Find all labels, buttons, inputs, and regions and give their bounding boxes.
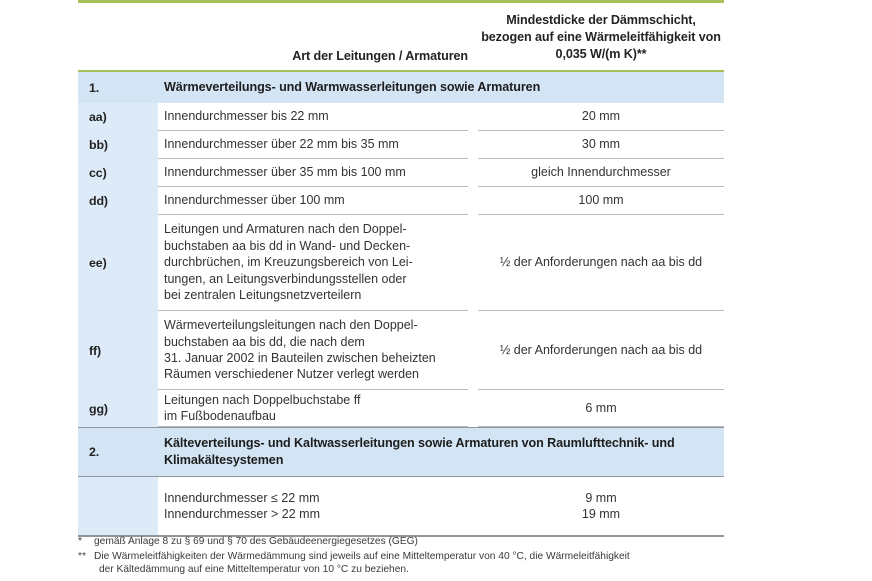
- footnote-marker: **: [78, 550, 86, 562]
- row-description: [158, 131, 468, 159]
- table-row: [78, 159, 724, 187]
- section-title: Kälteverteilungs- und Kaltwasserleitungen sowie Armaturen von Raumlufttechnik- und Klimakältesystemen: [164, 436, 675, 467]
- row-description: [158, 103, 468, 131]
- footnotes-block: [78, 535, 768, 578]
- table-header-row: [78, 3, 724, 70]
- row-value: [478, 390, 724, 427]
- description-line: tungen, an Leitungsverbindungsstellen oder: [164, 271, 407, 286]
- header-value-line-3: 0,035 W/(m K)**: [555, 47, 647, 61]
- footnote-marker: *: [78, 536, 82, 547]
- description-line: Innendurchmesser über 35 mm bis 100 mm: [164, 165, 406, 180]
- section-number: 2.: [89, 445, 100, 459]
- row-value: [478, 131, 724, 159]
- row-key: cc): [78, 159, 158, 187]
- footnote-line: Die Wärmeleitfähigkeiten der Wärmedämmung sind jeweils auf eine Mitteltemperatur von 40 °C, die Wärmeleitfähigkeit: [94, 550, 630, 562]
- description-line: Räumen verschiedener Nutzer verlegt werden: [164, 367, 419, 382]
- description-line: bei zentralen Leitungsnetzverteilern: [164, 288, 362, 303]
- description-line: Innendurchmesser bis 22 mm: [164, 109, 329, 124]
- header-number-column: [78, 12, 158, 63]
- table-row: [78, 215, 724, 311]
- footnote-line: der Kältedämmung auf eine Mitteltemperatur von 10 °C zu beziehen.: [99, 564, 409, 576]
- value-line: ½ der Anforderungen nach aa bis dd: [499, 255, 703, 270]
- table-body: [78, 70, 724, 535]
- value-line: 20 mm: [581, 109, 621, 124]
- value-line: 30 mm: [581, 137, 621, 152]
- value-line: ½ der Anforderungen nach aa bis dd: [499, 342, 703, 357]
- header-value-line-1: Mindestdicke der Dämmschicht,: [506, 13, 696, 27]
- row-value: [478, 159, 724, 187]
- description-line: Innendurchmesser über 22 mm bis 35 mm: [164, 137, 399, 152]
- row-value: [478, 103, 724, 131]
- header-value-column: [476, 12, 724, 63]
- row-value: [478, 311, 724, 390]
- header-value-line-2: bezogen auf eine Wärmeleitfähigkeit von: [481, 30, 721, 44]
- description-line: Innendurchmesser > 22 mm: [164, 507, 320, 521]
- description-line: im Fußbodenaufbau: [164, 409, 276, 423]
- value-line: 19 mm: [581, 507, 621, 521]
- value-line: 100 mm: [578, 193, 624, 208]
- row-description: [158, 187, 468, 215]
- table-row: [78, 103, 724, 131]
- description-line: durchbrüchen, im Kreuzungsbereich von Lei-: [164, 255, 413, 270]
- section-header-row: [78, 70, 724, 103]
- footnote-text: [94, 535, 768, 549]
- footnote-text: [94, 550, 768, 577]
- table-row: [78, 187, 724, 215]
- row-description: [158, 159, 468, 187]
- row-key: ee): [78, 215, 158, 311]
- row-value: [478, 477, 724, 535]
- value-line: 6 mm: [585, 400, 617, 415]
- row-description: [158, 390, 468, 427]
- row-key: dd): [78, 187, 158, 215]
- row-key: ff): [78, 311, 158, 390]
- table-row: [78, 311, 724, 390]
- description-line: buchstaben aa bis dd in Wand- und Decken-: [164, 238, 411, 253]
- description-line: Innendurchmesser ≤ 22 mm: [164, 490, 320, 505]
- value-line: 9 mm: [585, 490, 617, 505]
- footnote-line: gemäß Anlage 8 zu § 69 und § 70 des Gebäudeenergiegesetzes (GEG): [94, 536, 418, 547]
- description-line: Wärmeverteilungsleitungen nach den Doppel-: [164, 318, 418, 333]
- row-key: aa): [78, 103, 158, 131]
- row-key: gg): [78, 390, 158, 427]
- description-line: 31. Januar 2002 in Bauteilen zwischen beheizten: [164, 351, 436, 365]
- row-description: [158, 477, 468, 535]
- row-key: bb): [78, 131, 158, 159]
- row-value: [478, 215, 724, 311]
- table-row: [78, 477, 724, 535]
- row-description: [158, 215, 468, 311]
- row-value: [478, 187, 724, 215]
- table-row: [78, 131, 724, 159]
- header-description-column: [158, 12, 476, 63]
- row-key: [78, 477, 158, 535]
- footnote: [78, 535, 768, 549]
- description-line: Leitungen nach Doppelbuchstabe ff: [164, 392, 361, 407]
- value-line: gleich Innendurchmesser: [531, 165, 671, 180]
- section-number: 1.: [89, 80, 100, 95]
- table-row: [78, 390, 724, 427]
- description-line: Innendurchmesser über 100 mm: [164, 193, 345, 208]
- description-line: Leitungen und Armaturen nach den Doppel-: [164, 222, 407, 237]
- header-description-label: Art der Leitungen / Armaturen: [292, 49, 468, 63]
- row-description: [158, 311, 468, 390]
- section-title: Wärmeverteilungs- und Warmwasserleitungen sowie Armaturen: [164, 80, 541, 94]
- footnote: [78, 550, 768, 577]
- description-line: buchstaben aa bis dd, die nach dem: [164, 334, 365, 349]
- section-header-row: [78, 427, 724, 477]
- insulation-table: [78, 0, 724, 537]
